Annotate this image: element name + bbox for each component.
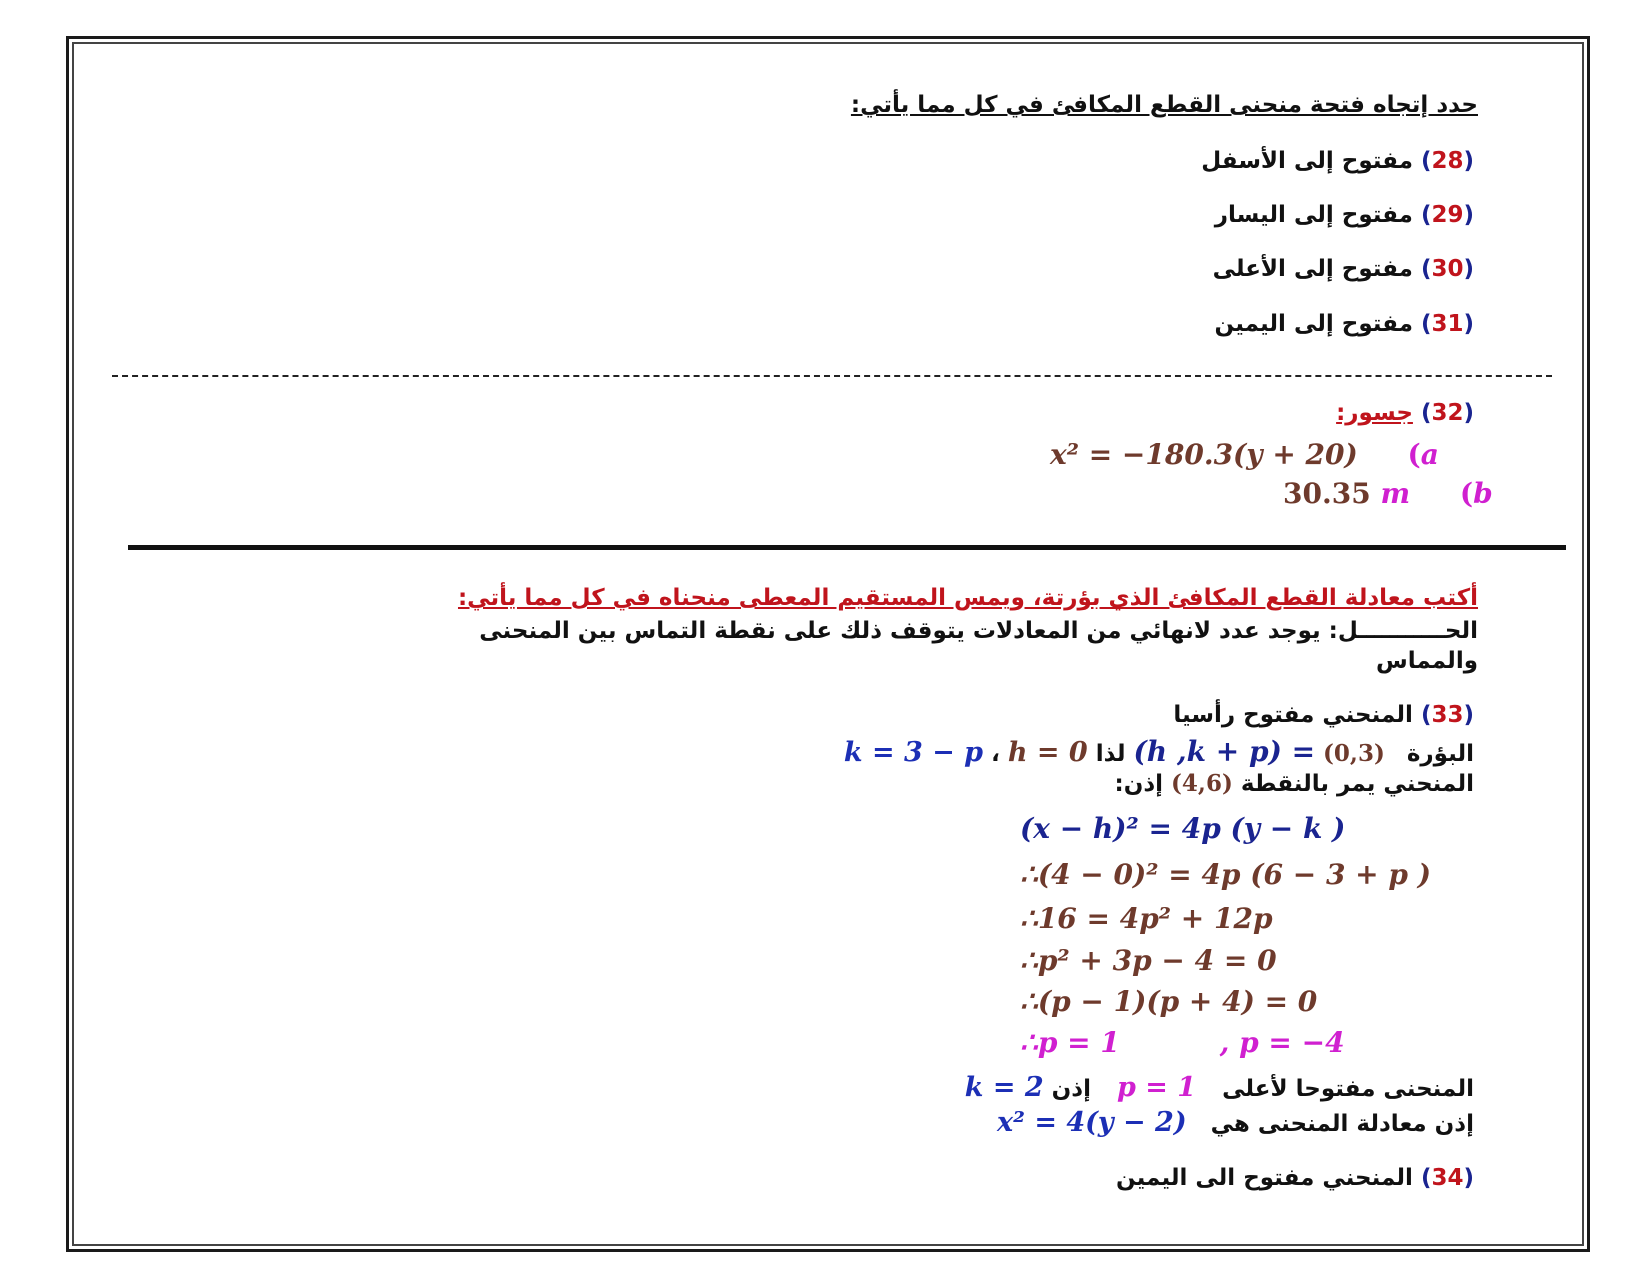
q33-number: 33 xyxy=(1431,702,1464,728)
item-number: 30 xyxy=(1431,256,1464,282)
dashed-divider xyxy=(112,375,1552,377)
step-5: ∴(p − 1)(p + 4) = 0 xyxy=(1020,985,1318,1018)
p-value: p = 1 xyxy=(1117,1072,1197,1103)
item-number: 28 xyxy=(1431,148,1464,174)
focus-label: البؤرة xyxy=(1406,741,1474,767)
item-text: مفتوح إلى اليمين xyxy=(1214,311,1413,337)
step-2: ∴(4 − 0)² = 4p (6 − 3 + p ) xyxy=(1020,858,1431,891)
section2-heading: أكتب معادلة القطع المكافئ الذي بؤرتة، ويمس المستقيم المعطى منحناه في كل مما يأتي: xyxy=(457,585,1478,611)
part-a-equation: x² = −180.3(y + 20) xyxy=(1050,438,1358,471)
q32-title: جسور: xyxy=(1336,400,1413,426)
q34-header: (34) المنحني مفتوح الى اليمين xyxy=(1115,1165,1474,1191)
so-word: لذا xyxy=(1095,741,1126,767)
equation-text: إذن معادلة المنحنى هي xyxy=(1210,1111,1474,1137)
q34-number: 34 xyxy=(1431,1165,1464,1191)
comma: ، xyxy=(991,741,1000,767)
section-divider xyxy=(128,545,1566,550)
item-28: (28) مفتوح إلى الأسفل xyxy=(1201,148,1474,174)
root-1: ∴p = 1 xyxy=(1020,1026,1120,1059)
q33-title: المنحني مفتوح رأسيا xyxy=(1173,702,1413,728)
part-b-unit: m xyxy=(1380,477,1411,510)
q32-header: (32) جسور: xyxy=(1336,400,1474,426)
q32-number: 32 xyxy=(1431,400,1464,426)
opens-up-text: المنحنى مفتوحا لأعلى xyxy=(1222,1076,1474,1102)
item-text: مفتوح إلى الأعلى xyxy=(1212,256,1413,282)
solution-line-2: والمماس xyxy=(1375,648,1478,674)
focus-point: (0,3) xyxy=(1323,740,1385,767)
passes-text: المنحني يمر بالنقطة xyxy=(1240,771,1474,797)
focus-line xyxy=(844,735,1474,768)
passes-line xyxy=(1115,770,1474,797)
then-word-2: إذن xyxy=(1051,1076,1091,1102)
step-3: ∴16 = 4p² + 12p xyxy=(1020,902,1273,935)
final-equation: x² = 4(y − 2) xyxy=(997,1107,1187,1138)
item-number: 31 xyxy=(1431,311,1464,337)
step-4: ∴p² + 3p − 4 = 0 xyxy=(1020,944,1277,977)
item-31: (31) مفتوح إلى اليمين xyxy=(1214,311,1474,337)
section1-heading: حدد إتجاه فتحة منحنى القطع المكافئ في كل مما يأتي: xyxy=(850,92,1478,118)
roots-line xyxy=(1020,1026,1345,1059)
q32-part-a: x² = −180.3(y + 20) (a xyxy=(1050,438,1439,471)
part-a-label: a xyxy=(1420,438,1439,471)
item-number: 29 xyxy=(1431,202,1464,228)
solution-line-1: الحـــــــــــل: يوجد عدد لانهائي من المعادلات يتوقف ذلك على نقطة التماس بين المنحنى xyxy=(479,618,1478,644)
q34-title: المنحني مفتوح الى اليمين xyxy=(1115,1165,1413,1191)
item-text: مفتوح إلى الأسفل xyxy=(1201,148,1413,174)
step-1: (x − h)² = 4p (y − k ) xyxy=(1020,812,1346,845)
item-text: مفتوح إلى اليسار xyxy=(1214,202,1413,228)
focus-equation: (h ,k + p) = xyxy=(1133,735,1316,768)
h-equation: h = 0 xyxy=(1007,737,1088,768)
opens-up-line xyxy=(965,1072,1474,1103)
root-2: , p = −4 xyxy=(1219,1026,1345,1059)
item-30: (30) مفتوح إلى الأعلى xyxy=(1212,256,1474,282)
item-29: (29) مفتوح إلى اليسار xyxy=(1214,202,1474,228)
part-b-label: b xyxy=(1473,477,1493,510)
part-b-value: 30.35 xyxy=(1283,477,1371,510)
k-equation: k = 3 − p xyxy=(843,737,984,768)
q32-part-b: 30.35 m (b xyxy=(1283,477,1493,510)
k-value: k = 2 xyxy=(964,1072,1044,1103)
passes-point: (4,6) xyxy=(1171,770,1233,797)
q33-header: (33) المنحني مفتوح رأسيا xyxy=(1173,702,1474,728)
final-equation-line xyxy=(997,1107,1474,1138)
then-word: إذن: xyxy=(1114,771,1164,797)
